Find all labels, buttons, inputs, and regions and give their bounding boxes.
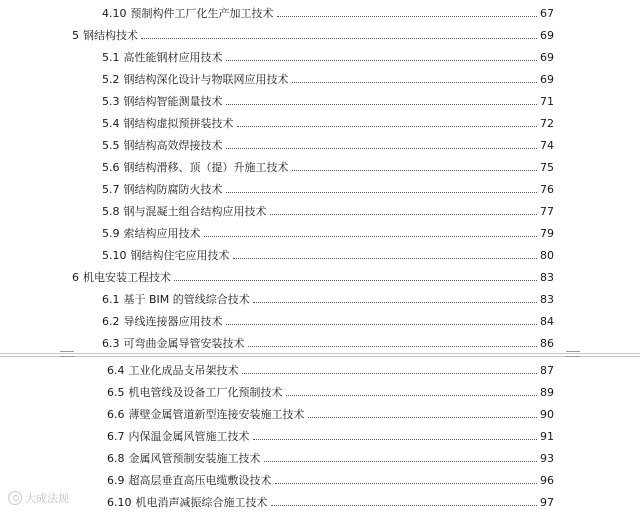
- toc-entry-number: 6.10: [107, 496, 132, 509]
- toc-entry[interactable]: [102, 44, 554, 64]
- dot-leader: [264, 460, 538, 462]
- toc-entry-title: 索结构应用技术: [123, 227, 201, 240]
- weibo-logo-icon: [8, 491, 22, 505]
- toc-entry-number: 6.1: [102, 293, 120, 306]
- watermark-text: 大成法规: [25, 492, 69, 505]
- dot-leader: [141, 37, 537, 39]
- toc-entry[interactable]: [102, 66, 554, 86]
- dot-leader: [270, 213, 538, 215]
- toc-chapter[interactable]: [72, 22, 554, 42]
- toc-entry-page: 76: [540, 183, 554, 196]
- toc-entry-title: 超高层垂直高压电缆敷设技术: [128, 474, 272, 487]
- toc-entry-title: 钢与混凝土组合结构应用技术: [123, 205, 267, 218]
- toc-entry-number: 6.2: [102, 315, 120, 328]
- toc-page-lower: [0, 357, 640, 513]
- toc-entry-page: 84: [540, 315, 554, 328]
- toc-entry-number: 5.4: [102, 117, 120, 130]
- toc-entry-number: 5.9: [102, 227, 120, 240]
- dot-leader: [271, 504, 538, 506]
- toc-entry-title: 金属风管预制安装施工技术: [128, 452, 261, 465]
- toc-entry-title: 机电消声减振综合施工技术: [135, 496, 268, 509]
- toc-entry-page: 96: [540, 474, 554, 487]
- toc-entry-number: 6.4: [107, 364, 125, 377]
- toc-entry-page: 79: [540, 227, 554, 240]
- toc-entry-page: 72: [540, 117, 554, 130]
- toc-entry-number: 6.6: [107, 408, 125, 421]
- dot-leader: [277, 15, 538, 17]
- toc-entry-title: 内保温金属风管施工技术: [128, 430, 250, 443]
- toc-entry-title: 钢结构防腐防火技术: [123, 183, 223, 196]
- toc-entry-number: 5.5: [102, 139, 120, 152]
- toc-entry[interactable]: [102, 286, 554, 306]
- toc-entry-title: 可弯曲金属导管安装技术: [123, 337, 245, 350]
- toc-entry-number: 5.2: [102, 73, 120, 86]
- dot-leader: [174, 279, 537, 281]
- toc-entry-title: 钢结构智能测量技术: [123, 95, 223, 108]
- toc-entry-page: 71: [540, 95, 554, 108]
- toc-entry[interactable]: [107, 357, 554, 377]
- dot-leader: [204, 235, 538, 237]
- dot-leader: [237, 125, 538, 127]
- watermark: [8, 490, 69, 506]
- toc-entry-title: 钢结构滑移、顶（提）升施工技术: [123, 161, 289, 174]
- toc-entry-page: 75: [540, 161, 554, 174]
- toc-entry-title: 高性能钢材应用技术: [123, 51, 223, 64]
- toc-entry-title: 机电管线及设备工厂化预制技术: [128, 386, 283, 399]
- toc-entry-page: 80: [540, 249, 554, 262]
- dot-leader: [233, 257, 538, 259]
- toc-entry-number: 5.7: [102, 183, 120, 196]
- toc-entry[interactable]: [107, 401, 554, 421]
- toc-entry-page: 90: [540, 408, 554, 421]
- toc-entry-number: 6.8: [107, 452, 125, 465]
- toc-entry[interactable]: [107, 379, 554, 399]
- toc-entry[interactable]: [107, 423, 554, 443]
- toc-entry-page: 77: [540, 205, 554, 218]
- dot-leader: [292, 81, 538, 83]
- toc-entry-title: 工业化成品支吊架技术: [128, 364, 239, 377]
- toc-entry-page: 86: [540, 337, 554, 350]
- toc-entry[interactable]: [102, 176, 554, 196]
- toc-entry[interactable]: [102, 110, 554, 130]
- dot-leader: [226, 147, 538, 149]
- toc-entry[interactable]: [102, 308, 554, 328]
- toc-entry-page: 83: [540, 293, 554, 306]
- toc-entry-page: 69: [540, 73, 554, 86]
- toc-entry-number: 6.9: [107, 474, 125, 487]
- toc-entry-number: 5.6: [102, 161, 120, 174]
- dot-leader: [253, 438, 538, 440]
- toc-entry-title: 机电安装工程技术: [83, 271, 171, 284]
- toc-entry-page: 74: [540, 139, 554, 152]
- toc-entry-title: 预制构件工厂化生产加工技术: [130, 7, 274, 20]
- toc-entry[interactable]: [102, 0, 554, 20]
- toc-entry-number: 6.5: [107, 386, 125, 399]
- toc-entry-page: 69: [540, 51, 554, 64]
- toc-entry-title: 钢结构深化设计与物联网应用技术: [123, 73, 289, 86]
- dot-leader: [253, 301, 537, 303]
- toc-entry-title: 钢结构虚拟预拼装技术: [123, 117, 234, 130]
- toc-entry-page: 89: [540, 386, 554, 399]
- toc-entry-number: 5.1: [102, 51, 120, 64]
- toc-entry[interactable]: [102, 220, 554, 240]
- dot-leader: [226, 103, 538, 105]
- toc-entry-number: 5.8: [102, 205, 120, 218]
- toc-entry[interactable]: [102, 198, 554, 218]
- toc-entry-number: 6.3: [102, 337, 120, 350]
- dot-leader: [226, 323, 538, 325]
- toc-entry-page: 69: [540, 29, 554, 42]
- toc-entry-title: 钢结构住宅应用技术: [130, 249, 230, 262]
- toc-entry-title: 钢结构高效焊接技术: [123, 139, 223, 152]
- toc-entry-title: 基于 BIM 的管线综合技术: [123, 293, 250, 306]
- toc-entry-number: 5.3: [102, 95, 120, 108]
- toc-chapter[interactable]: [72, 264, 554, 284]
- dot-leader: [286, 394, 538, 396]
- toc-entry-number: 6: [72, 271, 79, 284]
- dot-leader: [242, 372, 538, 374]
- toc-entry[interactable]: [107, 445, 554, 465]
- toc-entry-page: 97: [540, 496, 554, 509]
- toc-entry[interactable]: [107, 489, 554, 509]
- toc-entry-title: 导线连接器应用技术: [123, 315, 223, 328]
- toc-entry-number: 6.7: [107, 430, 125, 443]
- toc-entry-page: 91: [540, 430, 554, 443]
- dot-leader: [275, 482, 538, 484]
- toc-entry-number: 4.10: [102, 7, 127, 20]
- toc-entry-title: 钢结构技术: [83, 29, 138, 42]
- toc-entry[interactable]: [102, 242, 554, 262]
- toc-entry[interactable]: [107, 467, 554, 487]
- toc-entry[interactable]: [102, 88, 554, 108]
- toc-entry-page: 67: [540, 7, 554, 20]
- toc-entry[interactable]: [102, 154, 554, 174]
- dot-leader: [226, 59, 538, 61]
- dot-leader: [292, 169, 538, 171]
- dot-leader: [248, 345, 538, 347]
- toc-entry-number: 5.10: [102, 249, 127, 262]
- toc-entry[interactable]: [102, 330, 554, 350]
- dot-leader: [226, 191, 538, 193]
- toc-entry[interactable]: [102, 132, 554, 152]
- dot-leader: [308, 416, 538, 418]
- toc-entry-page: 87: [540, 364, 554, 377]
- toc-entry-page: 93: [540, 452, 554, 465]
- toc-entry-number: 5: [72, 29, 79, 42]
- toc-entry-page: 83: [540, 271, 554, 284]
- toc-entry-title: 薄壁金属管道新型连接安装施工技术: [128, 408, 305, 421]
